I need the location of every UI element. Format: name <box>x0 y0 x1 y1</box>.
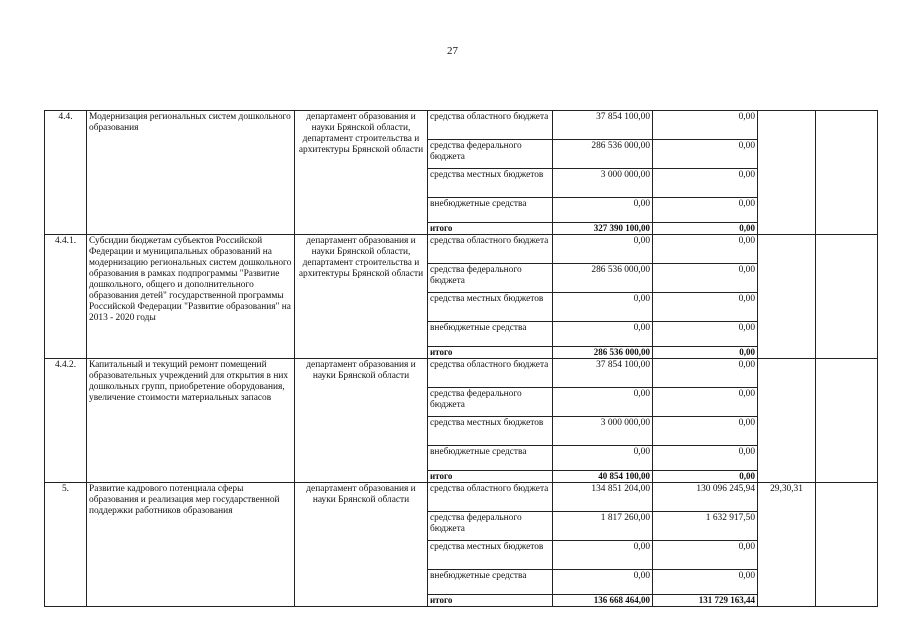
funding-source: средства областного бюджета <box>428 111 553 140</box>
amount-planned: 286 536 000,00 <box>553 347 653 359</box>
item-name: Субсидии бюджетам субъектов Российской Федерации и муниципальных образований на модернизацию региональных систем дошкольного образования в рамках подпрограммы "Развитие дошкольного, общего и дополнительного образования детей" государственной программы Российской Федерации "Развитие образования" на 2013 - 2020 годы <box>87 235 295 359</box>
amount-planned: 3 000 000,00 <box>553 417 653 446</box>
item-name: Развитие кадрового потенциала сферы образования и реализация мер государственной поддержки работников образования <box>87 483 295 607</box>
funding-source: средства местных бюджетов <box>428 169 553 198</box>
funding-source: средства местных бюджетов <box>428 293 553 322</box>
blank-cell <box>816 111 878 235</box>
item-executor: департамент образования и науки Брянской области <box>295 483 428 607</box>
amount-planned: 1 817 260,00 <box>553 512 653 541</box>
item-executor: департамент образования и науки Брянской области, департамент строительства и архитектуры Брянской области <box>295 111 428 235</box>
amount-planned: 0,00 <box>553 541 653 570</box>
funding-source: средства областного бюджета <box>428 483 553 512</box>
amount-actual: 130 096 245,94 <box>653 483 758 512</box>
funding-source: итого <box>428 223 553 235</box>
amount-actual: 0,00 <box>653 417 758 446</box>
item-code: 4.4.2. <box>45 359 87 483</box>
funding-source: внебюджетные средства <box>428 446 553 471</box>
funding-source: внебюджетные средства <box>428 198 553 223</box>
funding-source: внебюджетные средства <box>428 322 553 347</box>
amount-actual: 0,00 <box>653 235 758 264</box>
funding-source: средства областного бюджета <box>428 235 553 264</box>
item-code: 4.4. <box>45 111 87 235</box>
amount-actual: 0,00 <box>653 347 758 359</box>
amount-actual: 0,00 <box>653 359 758 388</box>
funding-source: средства федерального бюджета <box>428 512 553 541</box>
amount-actual: 0,00 <box>653 570 758 595</box>
funding-source: средства областного бюджета <box>428 359 553 388</box>
source-row <box>45 359 878 388</box>
item-code: 4.4.1. <box>45 235 87 359</box>
amount-planned: 136 668 464,00 <box>553 595 653 607</box>
page-number: 27 <box>447 45 458 57</box>
amount-planned: 134 851 204,00 <box>553 483 653 512</box>
indicator-refs <box>758 359 816 483</box>
item-executor: департамент образования и науки Брянской области <box>295 359 428 483</box>
amount-actual: 0,00 <box>653 223 758 235</box>
amount-actual: 0,00 <box>653 541 758 570</box>
amount-actual: 0,00 <box>653 198 758 223</box>
amount-planned: 286 536 000,00 <box>553 140 653 169</box>
amount-planned: 0,00 <box>553 322 653 347</box>
funding-source: итого <box>428 347 553 359</box>
funding-source: средства федерального бюджета <box>428 388 553 417</box>
blank-cell <box>816 235 878 359</box>
blank-cell <box>816 359 878 483</box>
amount-actual: 0,00 <box>653 293 758 322</box>
funding-source: средства местных бюджетов <box>428 541 553 570</box>
source-row <box>45 111 878 140</box>
blank-cell <box>816 483 878 607</box>
amount-planned: 327 390 100,00 <box>553 223 653 235</box>
indicator-refs: 29,30,31 <box>758 483 816 607</box>
amount-planned: 37 854 100,00 <box>553 359 653 388</box>
item-executor: департамент образования и науки Брянской области, департамент строительства и архитектуры Брянской области <box>295 235 428 359</box>
amount-planned: 0,00 <box>553 388 653 417</box>
funding-source: средства местных бюджетов <box>428 417 553 446</box>
amount-actual: 1 632 917,50 <box>653 512 758 541</box>
amount-planned: 0,00 <box>553 235 653 264</box>
amount-planned: 0,00 <box>553 293 653 322</box>
amount-actual: 131 729 163,44 <box>653 595 758 607</box>
amount-actual: 0,00 <box>653 169 758 198</box>
amount-planned: 286 536 000,00 <box>553 264 653 293</box>
item-name: Модернизация региональных систем дошкольного образования <box>87 111 295 235</box>
funding-source: средства федерального бюджета <box>428 264 553 293</box>
amount-actual: 0,00 <box>653 264 758 293</box>
amount-actual: 0,00 <box>653 322 758 347</box>
funding-source: итого <box>428 595 553 607</box>
amount-actual: 0,00 <box>653 388 758 417</box>
indicator-refs <box>758 111 816 235</box>
amount-planned: 0,00 <box>553 198 653 223</box>
source-row <box>45 483 878 512</box>
funding-source: внебюджетные средства <box>428 570 553 595</box>
item-code: 5. <box>45 483 87 607</box>
budget-table <box>44 110 878 607</box>
indicator-refs <box>758 235 816 359</box>
item-name: Капитальный и текущий ремонт помещений образовательных учреждений для открытия в них дошкольных групп, приобретение оборудования, увеличение стоимости материальных запасов <box>87 359 295 483</box>
amount-actual: 0,00 <box>653 140 758 169</box>
funding-source: итого <box>428 471 553 483</box>
amount-planned: 37 854 100,00 <box>553 111 653 140</box>
amount-actual: 0,00 <box>653 471 758 483</box>
amount-planned: 3 000 000,00 <box>553 169 653 198</box>
funding-source: средства федерального бюджета <box>428 140 553 169</box>
amount-actual: 0,00 <box>653 111 758 140</box>
amount-planned: 0,00 <box>553 570 653 595</box>
amount-planned: 40 854 100,00 <box>553 471 653 483</box>
source-row <box>45 235 878 264</box>
amount-actual: 0,00 <box>653 446 758 471</box>
amount-planned: 0,00 <box>553 446 653 471</box>
